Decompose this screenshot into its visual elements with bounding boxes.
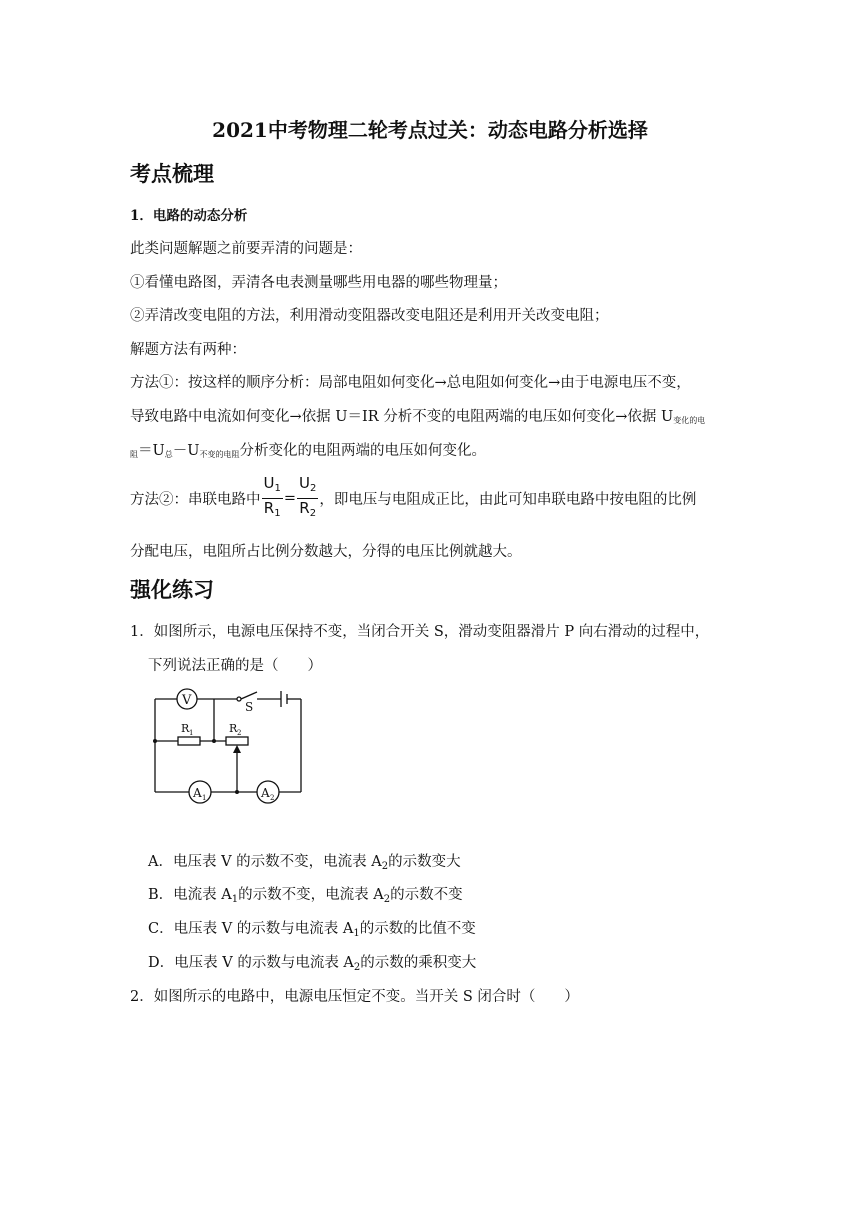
a1-sub: 1 (202, 794, 207, 802)
option-b (148, 883, 463, 905)
section-heading-practice: 强化练习 (130, 577, 214, 602)
circuit-diagram (145, 683, 315, 808)
subheading-dynamic-analysis: 1．电路的动态分析 (130, 208, 248, 224)
method-1-line-2-subscript: 变化的电 (673, 416, 706, 425)
r1-label: R (181, 722, 190, 735)
frac-r1: R (263, 499, 275, 517)
section-heading-review: 考点梳理 (130, 161, 214, 186)
option-b-text-mid: 的示数不变，电流表 A (238, 887, 384, 903)
method-1-line-3-part-b: －U (172, 443, 200, 459)
switch-label: S (245, 700, 254, 714)
method-1-line-3-part-c: 分析变化的电阻两端的电压如何变化。 (239, 443, 486, 459)
document-title: 2021中考物理二轮考点过关：动态电路分析选择 (212, 118, 648, 142)
frac-r1-sub: 1 (274, 508, 281, 519)
option-d-sub: 2 (353, 962, 361, 973)
option-b-sub-2: 2 (383, 894, 391, 905)
frac-u2-sub: 2 (310, 483, 317, 494)
option-c (148, 917, 476, 939)
method-1-line-2 (130, 405, 705, 426)
method-2-line-2: 分配电压，电阻所占比例分数越大，分得的电压比例就越大。 (130, 544, 522, 560)
option-c-text: C．电压表 V 的示数与电流表 A (148, 921, 354, 937)
fraction-equals: = (283, 490, 297, 507)
option-b-text-end: 的示数不变 (390, 887, 463, 903)
option-a (148, 850, 461, 872)
intro-text: 此类问题解题之前要弄清的问题是： (130, 241, 362, 257)
frac-r2-sub: 2 (309, 508, 317, 519)
frac-u1: U (263, 474, 275, 492)
option-b-text: B．电流表 A (148, 887, 232, 903)
fraction-u2-r2 (297, 474, 318, 523)
method-2-suffix: ，即电压与电阻成正比，由此可知串联电路中按电阻的比例 (319, 492, 697, 508)
r1-sub: 1 (189, 729, 194, 737)
r2-label: R (229, 722, 238, 735)
point-1: ①看懂电路图，弄清各电表测量哪些用电器的哪些物理量； (130, 275, 507, 291)
method-1-line-2-text: 导致电路中电流如何变化→依据 U＝IR 分析不变的电阻两端的电压如何变化→依据 U (130, 409, 674, 425)
option-d-text-end: 的示数的乘积变大 (360, 955, 477, 971)
methods-intro: 解题方法有两种： (130, 342, 246, 358)
slider-arrow-icon (233, 745, 241, 753)
subscript-total: 总 (164, 450, 173, 459)
point-2: ②弄清改变电阻的方法，利用滑动变阻器改变电阻还是利用开关改变电阻； (130, 308, 609, 324)
question-2-line-1: 2．如图所示的电路中，电源电压恒定不变。当开关 S 闭合时（ ） (130, 989, 579, 1005)
method-1-line-3 (130, 439, 486, 460)
subscript-constant-resistor: 不变的电阻 (199, 450, 240, 459)
frac-u1-sub: 1 (274, 483, 281, 494)
a2-label: A (261, 786, 270, 800)
option-c-sub: 1 (353, 928, 360, 939)
r2-sub: 2 (237, 729, 242, 737)
option-a-text-end: 的示数变大 (388, 854, 461, 870)
subscript-resistor: 阻 (130, 450, 138, 459)
question-1-line-1: 1．如图所示，电源电压保持不变，当闭合开关 S，滑动变阻器滑片 P 向右滑动的过程中， (130, 624, 710, 640)
option-a-text: A．电压表 V 的示数不变，电流表 A (148, 854, 382, 870)
option-a-sub: 2 (381, 861, 389, 872)
option-d-text: D．电压表 V 的示数与电流表 A (148, 955, 354, 971)
question-1-line-2: 下列说法正确的是（ ） (148, 658, 322, 674)
a2-sub: 2 (270, 794, 275, 802)
method-1-line-1: 方法①：按这样的顺序分析：局部电阻如何变化→总电阻如何变化→由于电源电压不变， (130, 375, 691, 391)
option-c-text-end: 的示数的比值不变 (359, 921, 476, 937)
frac-u2: U (299, 474, 310, 492)
method-2-prefix: 方法②：串联电路中 (130, 492, 261, 508)
option-b-sub-1: 1 (231, 894, 239, 905)
method-2-line-1 (130, 474, 696, 523)
a1-label: A (193, 786, 202, 800)
voltmeter-label: V (182, 693, 192, 708)
fraction-u1-r1 (262, 474, 283, 523)
method-1-line-3-part-a: ＝U (138, 443, 165, 459)
option-d (148, 951, 476, 973)
frac-r2: R (299, 499, 310, 517)
